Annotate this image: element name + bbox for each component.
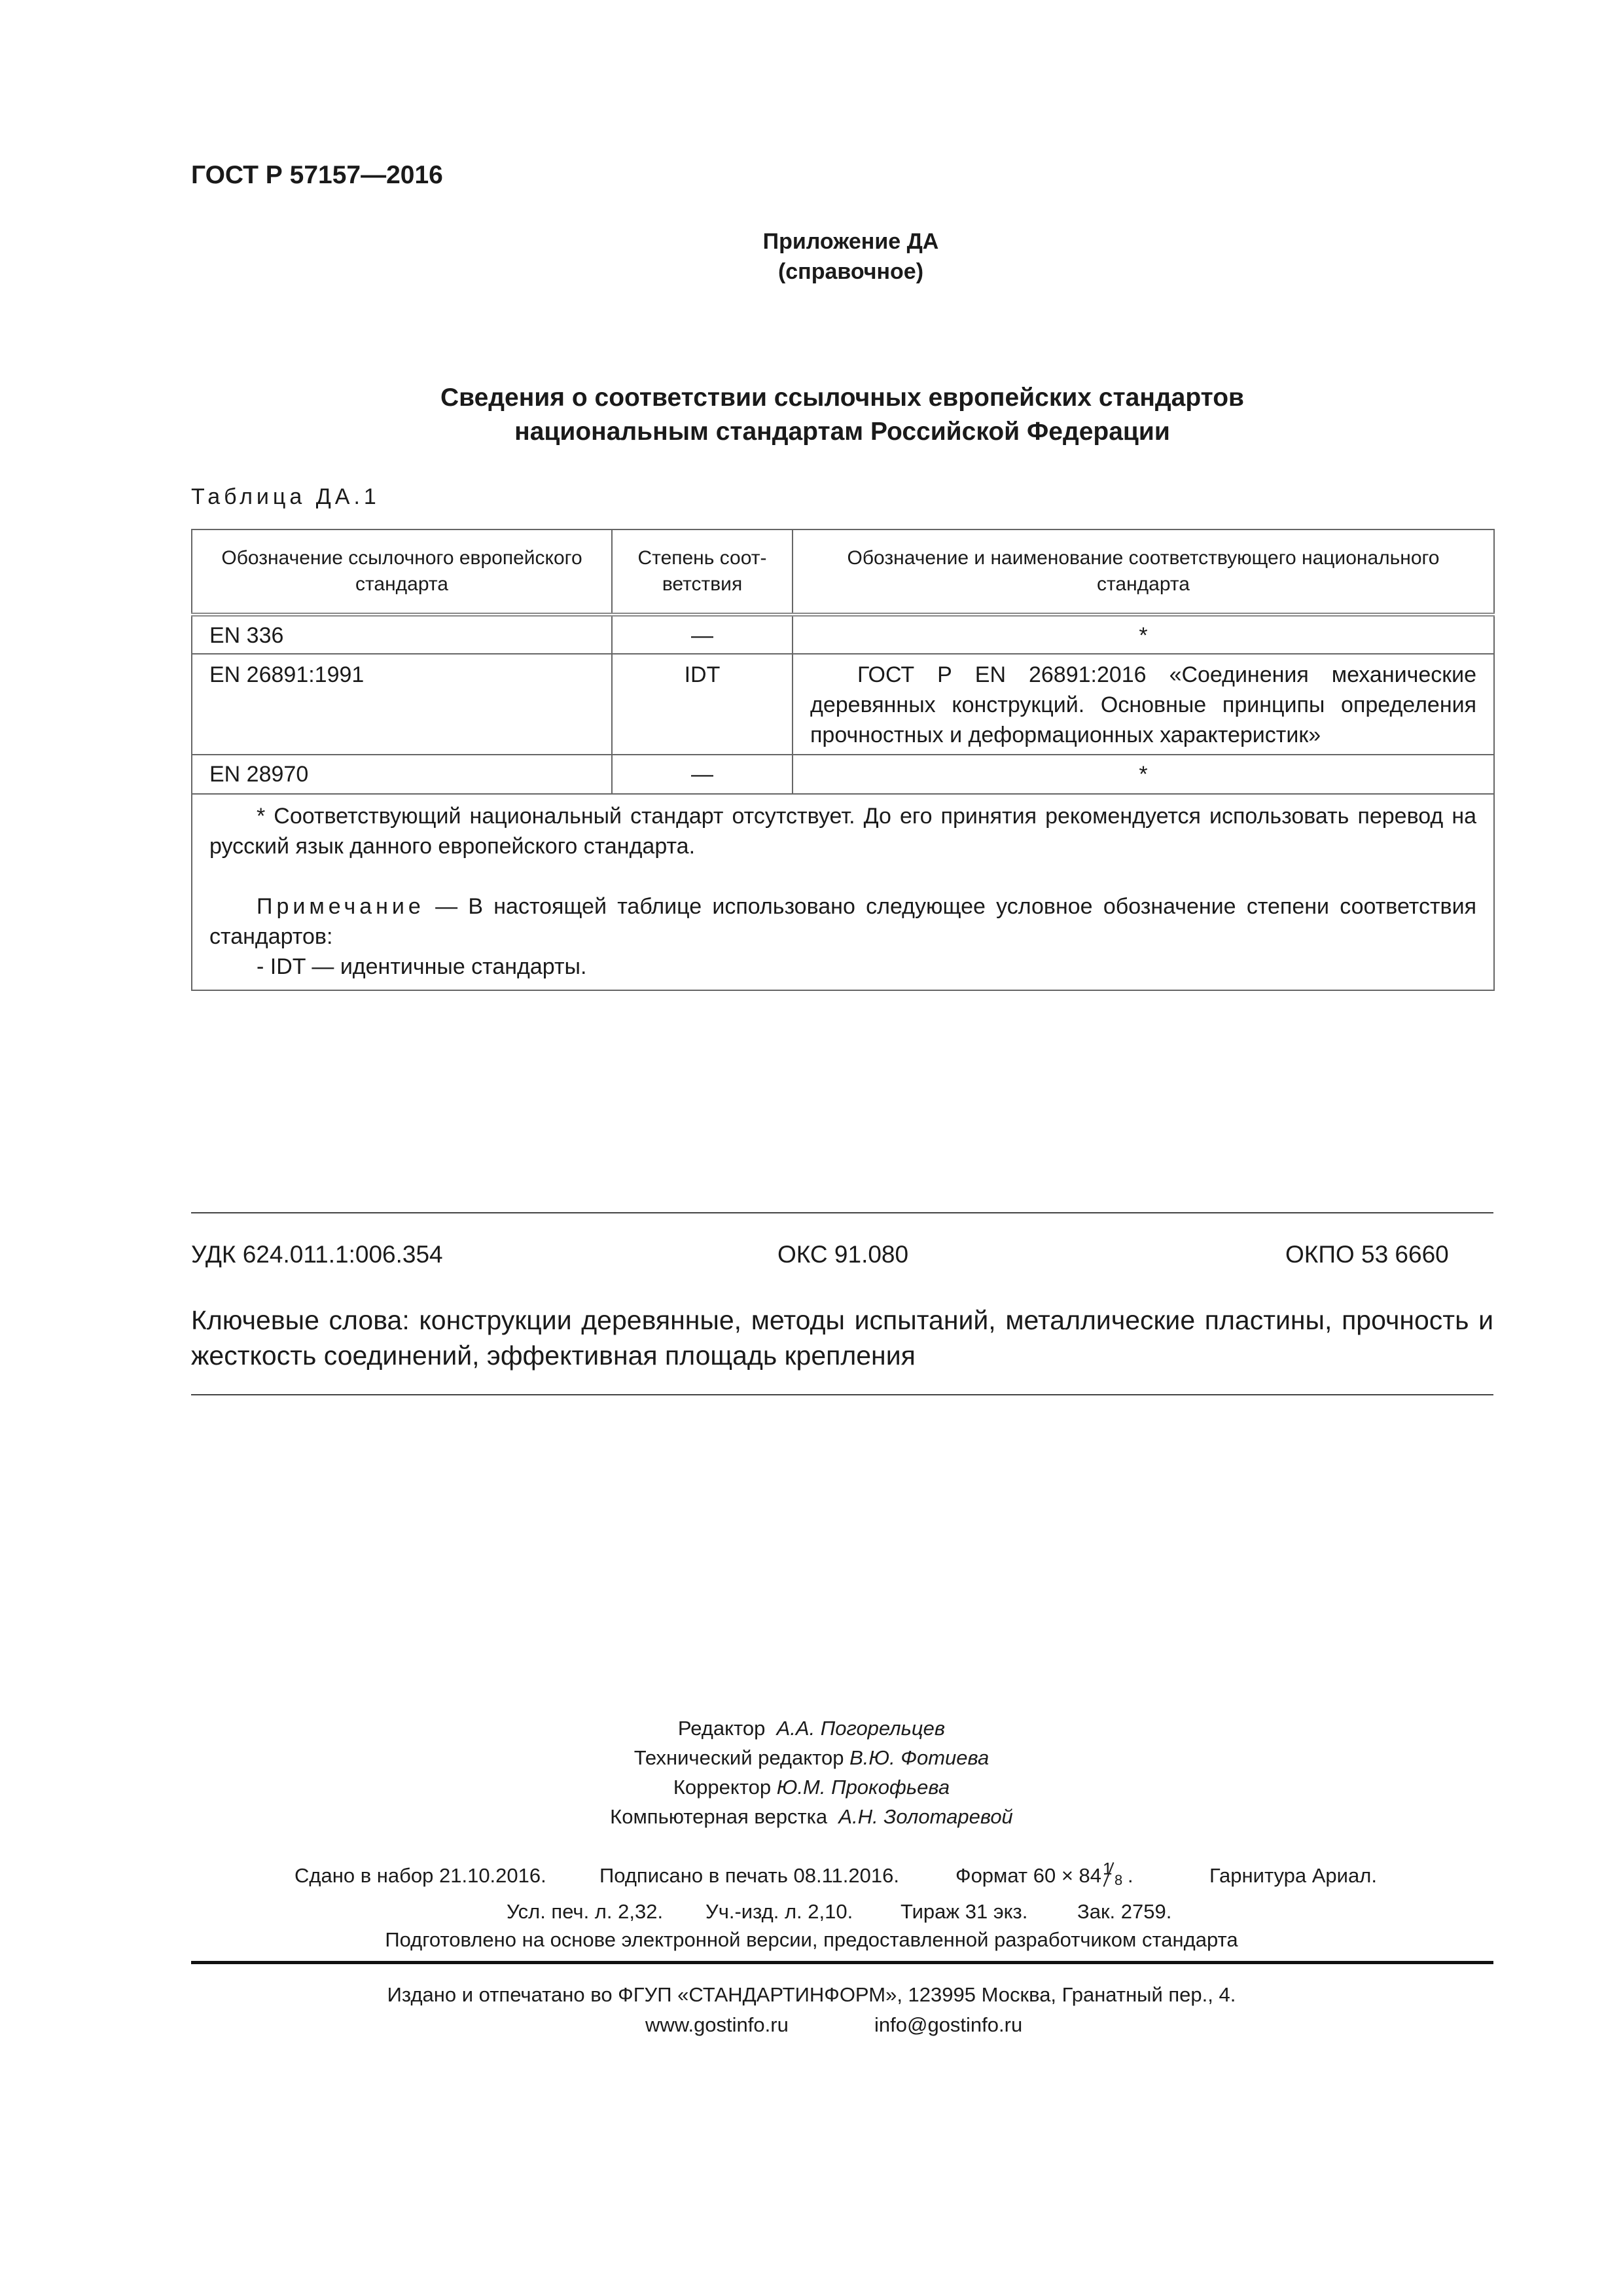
table-caption: Таблица ДА.1	[191, 484, 380, 509]
table-footnote-row	[192, 794, 1494, 990]
okpo-code: ОКПО 53 6660	[1285, 1241, 1449, 1268]
imprint-email: info@gostinfo.ru	[874, 2013, 1023, 2036]
imprint-submitted: Сдано в набор 21.10.2016.	[294, 1864, 546, 1887]
credit-corrector: Корректор Ю.М. Прокофьева	[673, 1776, 950, 1799]
imprint-signed: Подписано в печать 08.11.2016.	[599, 1864, 899, 1887]
row-ref: EN 28970	[192, 755, 612, 794]
correspondence-table	[191, 529, 1495, 991]
imprint-circulation: Тираж 31 экз.	[901, 1900, 1028, 1923]
divider-keywords	[191, 1394, 1493, 1395]
oks-code: ОКС 91.080	[777, 1241, 909, 1268]
imprint-order: Зак. 2759.	[1077, 1900, 1172, 1923]
row-national: *	[793, 615, 1494, 654]
annex-title: Приложение ДА	[762, 229, 939, 254]
row-ref: EN 336	[192, 615, 612, 654]
table-row	[192, 654, 1494, 755]
section-title-line2: национальным стандартам Российской Федерации	[514, 418, 1170, 446]
row-degree: —	[612, 615, 793, 654]
divider-imprint	[191, 1961, 1493, 1964]
note-item: - IDT — идентичные стандарты.	[257, 954, 587, 979]
table-row	[192, 755, 1494, 794]
table-header-row	[192, 529, 1494, 615]
row-degree: IDT	[612, 654, 793, 755]
section-title-line1: Сведения о соответствии ссылочных европейских стандартов	[440, 384, 1245, 412]
row-national: *	[793, 755, 1494, 794]
credit-layout: Компьютерная верстка А.Н. Золотаревой	[610, 1805, 1013, 1828]
note-label: Примечание	[257, 894, 425, 919]
row-national: ГОСТ Р EN 26891:2016 «Соединения механические деревянных конструкций. Основные принципы определения прочностных и деформационных характеристик»	[793, 654, 1494, 755]
imprint-prepared: Подготовлено на основе электронной версии, предоставленной разработчиком стандарта	[385, 1928, 1238, 1951]
header-national-standard: Обозначение и наименование соответствующего национального стандарта	[793, 529, 1494, 615]
row-ref: EN 26891:1991	[192, 654, 612, 755]
table-note	[209, 891, 1476, 952]
keywords: Ключевые слова: конструкции деревянные, методы испытаний, металлические пластины, прочность и жесткость соединений, эффективная площадь крепления	[191, 1305, 1493, 1371]
table-footnote: * Соответствующий национальный стандарт отсутствует. До его принятия рекомендуется использовать перевод на русский язык данного европейского стандарта.	[209, 804, 1476, 859]
credit-editor: Редактор А.А. Погорельцев	[677, 1717, 946, 1740]
table-footnote-cell	[192, 794, 1494, 990]
format-fraction: 1 8	[1103, 1859, 1123, 1888]
imprint-pub-sheets: Уч.-изд. л. 2,10.	[705, 1900, 853, 1923]
note-text: — В настоящей таблице использовано следующее условное обозначение степени соответствия стандартов:	[209, 894, 1476, 949]
annex-subtitle: (справочное)	[777, 259, 924, 284]
imprint-typeface: Гарнитура Ариал.	[1209, 1864, 1377, 1887]
imprint-print-sheets: Усл. печ. л. 2,32.	[507, 1900, 664, 1923]
header-ref-standard: Обозначение ссылочного европейского стандарта	[192, 529, 612, 615]
credit-tech-editor: Технический редактор В.Ю. Фотиева	[633, 1746, 990, 1769]
imprint-format: Формат 60 × 84 1 8 .	[955, 1859, 1133, 1888]
udk-code: УДК 624.011.1:006.354	[191, 1241, 443, 1268]
document-code: ГОСТ Р 57157—2016	[191, 161, 443, 189]
imprint-publisher: Издано и отпечатано во ФГУП «СТАНДАРТИНФОРМ», 123995 Москва, Гранатный пер., 4.	[387, 1983, 1236, 2006]
divider-top	[191, 1212, 1493, 1213]
header-degree: Степень соот-ветствия	[612, 529, 793, 615]
row-degree: —	[612, 755, 793, 794]
imprint-website: www.gostinfo.ru	[645, 2013, 789, 2036]
table-row	[192, 615, 1494, 654]
